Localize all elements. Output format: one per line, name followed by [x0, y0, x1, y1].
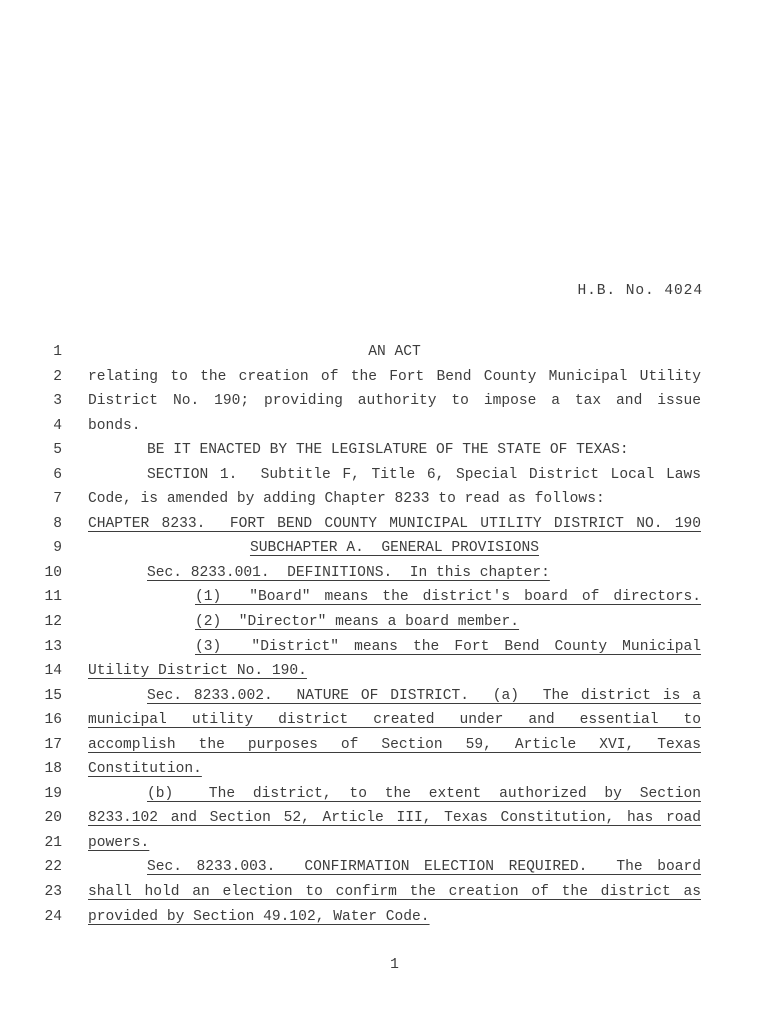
- line-content: [88, 855, 701, 880]
- line-content: [88, 831, 701, 856]
- document-line: [0, 880, 770, 905]
- line-content: [88, 905, 701, 930]
- line-number: 8: [53, 515, 62, 532]
- line-content: [88, 782, 701, 807]
- line-content: [88, 487, 701, 512]
- line-number: 22: [44, 859, 62, 876]
- added-statute-text: SUBCHAPTER A. GENERAL PROVISIONS: [249, 540, 539, 557]
- line-content: [88, 757, 701, 782]
- bill-text: Code, is amended by adding Chapter 8233 to read as follows:: [88, 491, 605, 508]
- added-statute-text: Sec. 8233.001. DEFINITIONS. In this chapter:: [147, 564, 550, 581]
- line-number: 3: [53, 393, 62, 410]
- document-line: [0, 340, 770, 365]
- line-number: 11: [44, 589, 62, 606]
- line-number: 13: [44, 638, 62, 655]
- bill-text: AN ACT: [368, 344, 421, 360]
- document-line: [0, 831, 770, 856]
- bill-text: relating to the creation of the Fort Bend County Municipal Utility: [88, 368, 701, 385]
- document-line: [0, 561, 770, 586]
- line-number: 21: [44, 834, 62, 851]
- added-statute-text: Sec. 8233.003. CONFIRMATION ELECTION REQUIRED. The board: [147, 859, 701, 876]
- added-statute-text: accomplish the purposes of Section 59, Article XVI, Texas: [88, 736, 701, 753]
- added-statute-text: 8233.102 and Section 52, Article III, Texas Constitution, has road: [88, 810, 701, 827]
- line-number: 20: [44, 810, 62, 827]
- document-line: [0, 389, 770, 414]
- document-line: [0, 659, 770, 684]
- document-line: [0, 487, 770, 512]
- line-number: 6: [53, 466, 62, 483]
- line-content: [88, 365, 701, 390]
- bill-text: BE IT ENACTED BY THE LEGISLATURE OF THE STATE OF TEXAS:: [147, 442, 629, 459]
- document-line: [0, 438, 770, 463]
- line-content: [88, 414, 701, 439]
- added-statute-text: (1) "Board" means the district's board of directors.: [195, 589, 701, 606]
- line-number: 9: [53, 540, 62, 557]
- added-statute-text: municipal utility district created under and essential to: [88, 712, 701, 729]
- line-number: 10: [44, 564, 62, 581]
- line-content: [88, 708, 701, 733]
- document-line: [0, 365, 770, 390]
- document-line: [0, 512, 770, 537]
- added-statute-text: Utility District No. 190.: [88, 663, 307, 680]
- added-statute-text: CHAPTER 8233. FORT BEND COUNTY MUNICIPAL UTILITY DISTRICT NO. 190: [88, 515, 701, 532]
- added-statute-text: provided by Section 49.102, Water Code.: [88, 908, 430, 925]
- line-number: 16: [44, 712, 62, 729]
- line-number: 7: [53, 491, 62, 508]
- added-statute-text: (3) "District" means the Fort Bend County Municipal: [195, 638, 701, 655]
- document-line: [0, 782, 770, 807]
- line-content: [88, 659, 701, 684]
- bill-text: District No. 190; providing authority to impose a tax and issue: [88, 393, 701, 410]
- line-content: [88, 635, 701, 660]
- line-number: 2: [53, 368, 62, 385]
- line-content: [88, 610, 701, 635]
- line-number: 24: [44, 908, 62, 925]
- added-statute-text: Constitution.: [88, 761, 202, 778]
- document-line: [0, 905, 770, 930]
- document-line: [0, 635, 770, 660]
- line-content: [88, 585, 701, 610]
- bill-text: bonds.: [88, 417, 141, 434]
- bill-number-header: H.B. No. 4024: [577, 283, 703, 299]
- line-content: [88, 684, 701, 709]
- line-number: 1: [53, 344, 62, 360]
- document-line: [0, 806, 770, 831]
- document-line: [0, 855, 770, 880]
- line-number: 18: [44, 761, 62, 778]
- document-line: [0, 733, 770, 758]
- added-statute-text: (b) The district, to the extent authorized by Section: [147, 785, 701, 802]
- added-statute-text: Sec. 8233.002. NATURE OF DISTRICT. (a) The district is a: [147, 687, 701, 704]
- line-number: 17: [44, 736, 62, 753]
- document-line: [0, 708, 770, 733]
- bill-text-body: [0, 340, 770, 929]
- line-content: [88, 463, 701, 488]
- line-content: [88, 389, 701, 414]
- document-line: [0, 610, 770, 635]
- line-number: 19: [44, 785, 62, 802]
- bill-text: SECTION 1. Subtitle F, Title 6, Special District Local Laws: [147, 466, 701, 483]
- page-number: 1: [390, 957, 399, 973]
- document-line: [0, 757, 770, 782]
- line-content: [88, 340, 701, 365]
- line-number: 15: [44, 687, 62, 704]
- line-content: [88, 880, 701, 905]
- line-content: [88, 438, 701, 463]
- line-number: 5: [53, 442, 62, 459]
- line-number: 14: [44, 663, 62, 680]
- added-statute-text: (2) "Director" means a board member.: [195, 614, 520, 631]
- line-number: 23: [44, 884, 62, 901]
- line-content: [88, 806, 701, 831]
- document-line: [0, 414, 770, 439]
- line-content: [88, 512, 701, 537]
- document-line: [0, 585, 770, 610]
- line-number: 12: [44, 614, 62, 631]
- document-line: [0, 463, 770, 488]
- line-number: 4: [53, 417, 62, 434]
- line-content: [88, 561, 701, 586]
- document-line: [0, 536, 770, 561]
- line-content: [88, 733, 701, 758]
- line-content: [88, 536, 701, 561]
- document-line: [0, 684, 770, 709]
- added-statute-text: powers.: [88, 834, 150, 851]
- added-statute-text: shall hold an election to confirm the creation of the district as: [88, 884, 701, 901]
